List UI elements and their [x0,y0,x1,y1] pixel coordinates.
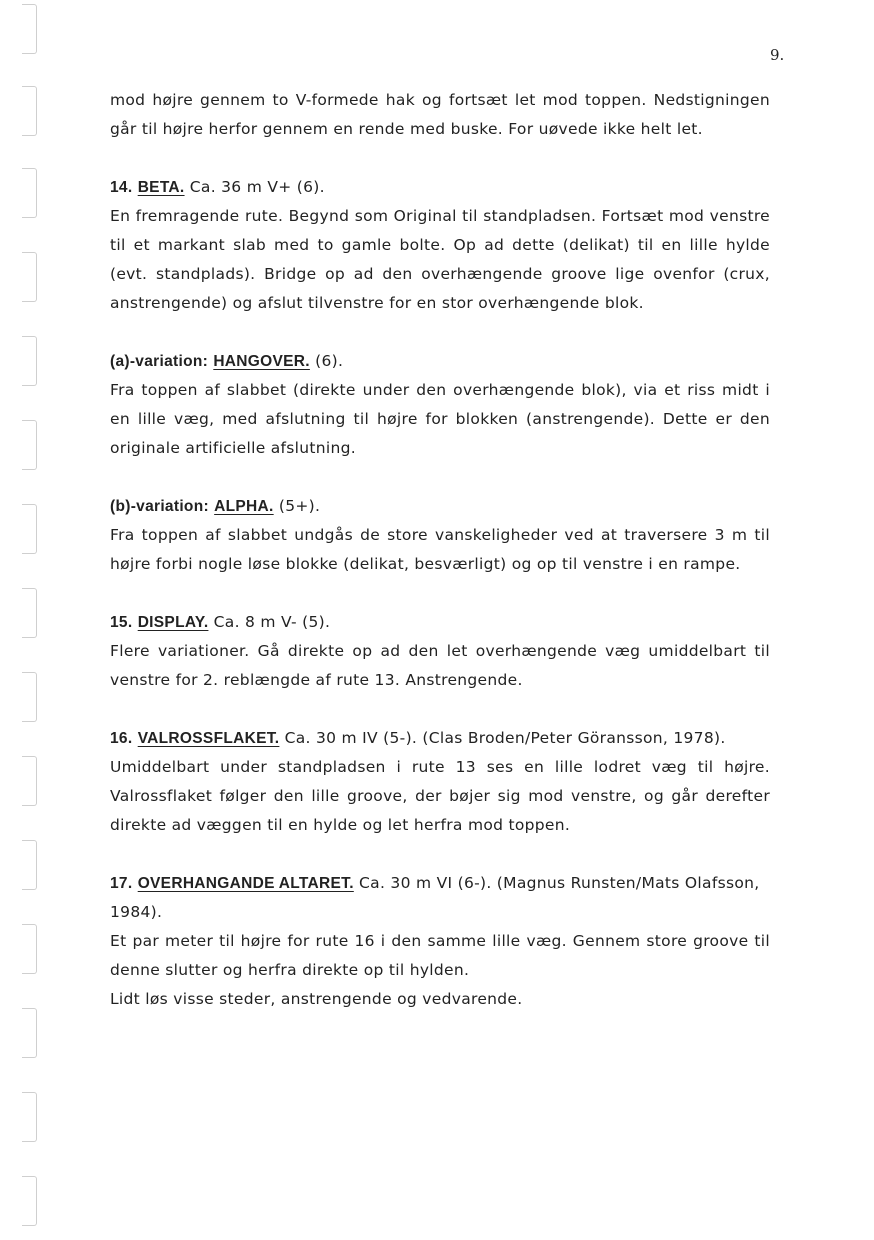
route-heading [110,869,770,927]
route-number: (b)-variation: [110,498,209,515]
binder-hole [22,252,37,302]
route-title: VALROSSFLAKET. [137,730,280,747]
route-heading [110,173,770,202]
route-title: HANGOVER. [213,353,310,370]
route-title: OVERHANGANDE ALTARET. [137,875,354,892]
route-title: ALPHA. [214,498,274,515]
route-grade: Ca. 30 m IV (5-). (Clas Broden/Peter Göransson, 1978). [279,729,726,747]
route-grade: Ca. 36 m V+ (6). [184,178,325,196]
route-section [110,173,770,318]
intro-paragraph: mod højre gennem to V-formede hak og fortsæt let mod toppen. Nedstigningen går til højre herfor gennem en rende med buske. For uøvede ikke helt let. [110,91,770,138]
binder-hole [22,1092,37,1142]
route-grade: (5+). [273,497,321,515]
route-description: Lidt løs visse steder, anstrengende og vedvarende. [110,990,523,1008]
route-description: Fra toppen af slabbet undgås de store vanskeligheder ved at traversere 3 m til højre forbi nogle løse blokke (delikat, besværligt) og op til venstre i en rampe. [110,526,770,573]
route-title: BETA. [137,179,185,196]
route-section [110,492,770,579]
route-description: Fra toppen af slabbet (direkte under den overhængende blok), via et riss midt i en lille væg, med afslutning til højre for blokken (anstrengende). Dette er den originale artificielle afslutning. [110,381,770,457]
binder-hole [22,840,37,890]
route-section [110,724,770,840]
binder-hole [22,420,37,470]
binder-hole [22,1008,37,1058]
route-heading [110,492,770,521]
route-number: 15. [110,614,133,631]
binder-hole [22,504,37,554]
route-heading [110,347,770,376]
route-grade: Ca. 8 m V- (5). [208,613,331,631]
route-number: 14. [110,179,133,196]
route-grade: Ca. 30 m VI (6-). (Magnus Runsten/Mats Olafsson, 1984). [110,874,760,921]
route-grade: (6). [309,352,344,370]
route-description: Et par meter til højre for rute 16 i den samme lille væg. Gennem store groove til denne slutter og herfra direkte op til hylden. [110,932,770,979]
binder-hole [22,1176,37,1226]
route-description: Umiddelbart under standpladsen i rute 13 ses en lille lodret væg til højre. Valrossflaket følger den lille groove, der bøjer sig mod venstre, og går derefter direkte ad væggen til en hylde og let herfra mod toppen. [110,758,770,834]
route-heading [110,724,770,753]
route-description: En fremragende rute. Begynd som Original til standpladsen. Fortsæt mod venstre til et markant slab med to gamle bolte. Op ad dette (delikat) til en lille hylde (evt. standplads). Bridge op ad den overhængende groove lige ovenfor (crux, anstrengende) og afslut tilvenstre for en stor overhængende blok. [110,207,770,312]
binder-hole [22,672,37,722]
route-number: 16. [110,730,133,747]
route-number: (a)-variation: [110,353,209,370]
binder-hole [22,336,37,386]
page-content [110,86,770,1014]
binder-hole [22,4,37,54]
route-section [110,869,770,1014]
route-section [110,608,770,695]
route-section [110,347,770,463]
route-list [110,173,770,1014]
route-number: 17. [110,875,133,892]
route-title: DISPLAY. [137,614,209,631]
binder-hole [22,168,37,218]
binder-hole [22,588,37,638]
binder-hole [22,924,37,974]
binder-holes [0,0,40,1240]
route-heading [110,608,770,637]
binder-hole [22,86,37,136]
page-number: 9. [770,46,785,64]
binder-hole [22,756,37,806]
route-description: Flere variationer. Gå direkte op ad den let overhængende væg umiddelbart til venstre for 2. reblængde af rute 13. Anstrengende. [110,642,770,689]
